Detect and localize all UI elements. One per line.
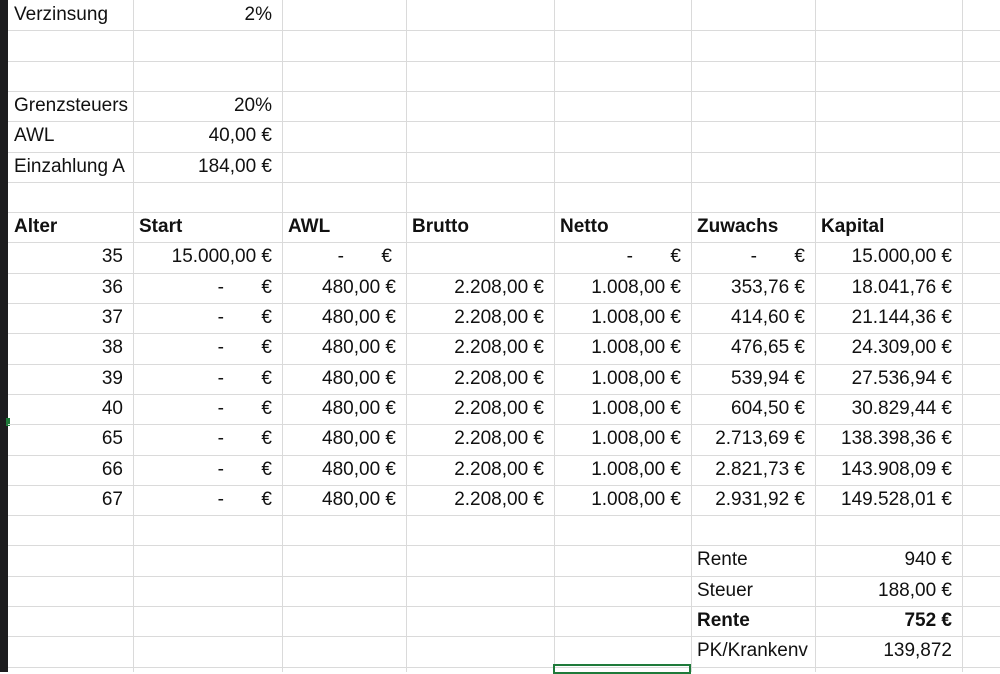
cell-kapital[interactable]: 149.528,01 € [841,489,952,510]
euro-symbol: € [261,398,272,419]
euro-symbol: € [261,307,272,328]
summary-value[interactable]: 940 € [904,549,952,570]
row-header-strip[interactable] [0,0,8,672]
cell-start[interactable] [133,333,282,363]
summary-label[interactable]: Rente [697,610,750,631]
dash-symbol: - [217,368,224,389]
cell-start[interactable] [133,303,282,333]
cell-alter[interactable]: 66 [101,459,123,480]
cell-alter[interactable]: 65 [101,428,123,449]
cell-awl[interactable]: 480,00 € [322,459,396,480]
cell-awl[interactable]: 480,00 € [322,307,396,328]
param-value[interactable]: 2% [244,4,272,25]
cell-netto[interactable]: 1.008,00 € [591,307,681,328]
cell-start[interactable] [133,455,282,485]
dash-symbol: - [217,337,224,358]
cell-kapital[interactable]: 24.309,00 € [851,337,952,358]
dash-symbol: - [217,428,224,449]
active-cell-outline[interactable] [553,664,691,674]
column-header[interactable]: Netto [560,216,609,237]
row-gridline [8,667,1000,668]
euro-symbol: € [261,489,272,510]
euro-symbol: € [261,459,272,480]
cell-zuwachs[interactable]: 604,50 € [731,398,805,419]
cell-awl[interactable] [282,242,406,272]
cell-brutto[interactable]: 2.208,00 € [454,368,544,389]
dash-symbol: - [217,398,224,419]
cell-alter[interactable]: 39 [101,368,123,389]
euro-symbol: € [261,277,272,298]
cell-alter[interactable]: 37 [101,307,123,328]
cell-zuwachs[interactable]: 539,94 € [731,368,805,389]
cell-awl[interactable]: 480,00 € [322,428,396,449]
summary-value[interactable]: 752 € [904,610,952,631]
cell-kapital[interactable]: 30.829,44 € [851,398,952,419]
summary-value[interactable]: 139,872 [883,640,952,661]
cell-zuwachs[interactable]: 2.713,69 € [715,428,805,449]
cell-netto[interactable]: 1.008,00 € [591,277,681,298]
cell-start[interactable]: 15.000,00 € [171,246,272,267]
row-gridline [8,61,1000,62]
cell-brutto[interactable]: 2.208,00 € [454,307,544,328]
dash-symbol: - [750,246,757,267]
row-gridline [8,30,1000,31]
cell-awl[interactable]: 480,00 € [322,398,396,419]
cell-zuwachs[interactable]: 476,65 € [731,337,805,358]
cell-brutto[interactable]: 2.208,00 € [454,428,544,449]
cell-netto[interactable]: 1.008,00 € [591,489,681,510]
cell-zuwachs[interactable]: 2.931,92 € [715,489,805,510]
euro-symbol: € [381,246,392,267]
dash-symbol: - [626,246,633,267]
cell-zuwachs[interactable]: 2.821,73 € [715,459,805,480]
cell-zuwachs[interactable] [691,242,815,272]
cell-kapital[interactable]: 143.908,09 € [841,459,952,480]
cell-start[interactable] [133,394,282,424]
param-label[interactable]: Einzahlung A [14,156,125,177]
cell-netto[interactable] [554,242,691,272]
column-gridline [962,0,963,672]
param-label[interactable]: AWL [14,125,55,146]
summary-label[interactable]: PK/Krankenv [697,640,808,661]
euro-symbol: € [794,246,805,267]
cell-start[interactable] [133,485,282,515]
cell-awl[interactable]: 480,00 € [322,277,396,298]
cell-kapital[interactable]: 27.536,94 € [851,368,952,389]
dash-symbol: - [217,277,224,298]
cell-brutto[interactable]: 2.208,00 € [454,277,544,298]
cell-start[interactable] [133,424,282,454]
cell-netto[interactable]: 1.008,00 € [591,337,681,358]
summary-value[interactable]: 188,00 € [878,580,952,601]
param-label[interactable]: Verzinsung [14,4,109,25]
param-value[interactable]: 20% [233,95,272,116]
cell-alter[interactable]: 67 [101,489,123,510]
cell-kapital[interactable]: 15.000,00 € [851,246,952,267]
dash-symbol: - [337,246,344,267]
row-gridline [8,515,1000,516]
column-header[interactable]: Alter [14,216,58,237]
cell-alter[interactable]: 35 [101,246,123,267]
dash-symbol: - [217,489,224,510]
cell-brutto[interactable]: 2.208,00 € [454,459,544,480]
param-value[interactable]: 40,00 € [208,125,272,146]
summary-label[interactable]: Rente [697,549,748,570]
column-header[interactable]: Kapital [821,216,885,237]
cell-kapital[interactable]: 18.041,76 € [851,277,952,298]
euro-symbol: € [670,246,681,267]
cell-netto[interactable]: 1.008,00 € [591,398,681,419]
column-header[interactable]: AWL [288,216,331,237]
cell-netto[interactable]: 1.008,00 € [591,368,681,389]
cell-zuwachs[interactable]: 353,76 € [731,277,805,298]
row-gridline [8,182,1000,183]
param-label[interactable]: Grenzsteuers [14,95,129,116]
column-header[interactable]: Brutto [412,216,469,237]
cell-netto[interactable]: 1.008,00 € [591,459,681,480]
column-header[interactable]: Start [139,216,183,237]
dash-symbol: - [217,459,224,480]
cell-brutto[interactable]: 2.208,00 € [454,398,544,419]
cell-brutto[interactable]: 2.208,00 € [454,489,544,510]
cell-kapital[interactable]: 138.398,36 € [841,428,952,449]
euro-symbol: € [261,337,272,358]
param-value[interactable]: 184,00 € [198,156,272,177]
cell-alter[interactable]: 38 [101,337,123,358]
cell-alter[interactable]: 36 [101,277,123,298]
euro-symbol: € [261,368,272,389]
cell-awl[interactable]: 480,00 € [322,368,396,389]
cell-start[interactable] [133,273,282,303]
cell-kapital[interactable]: 21.144,36 € [851,307,952,328]
cell-netto[interactable]: 1.008,00 € [591,428,681,449]
cell-alter[interactable]: 40 [101,398,123,419]
cell-start[interactable] [133,364,282,394]
dash-symbol: - [217,307,224,328]
cell-brutto[interactable] [406,242,554,272]
summary-label[interactable]: Steuer [697,580,753,601]
cell-awl[interactable]: 480,00 € [322,489,396,510]
euro-symbol: € [261,428,272,449]
column-header[interactable]: Zuwachs [697,216,779,237]
cell-brutto[interactable]: 2.208,00 € [454,337,544,358]
cell-zuwachs[interactable]: 414,60 € [731,307,805,328]
cell-awl[interactable]: 480,00 € [322,337,396,358]
